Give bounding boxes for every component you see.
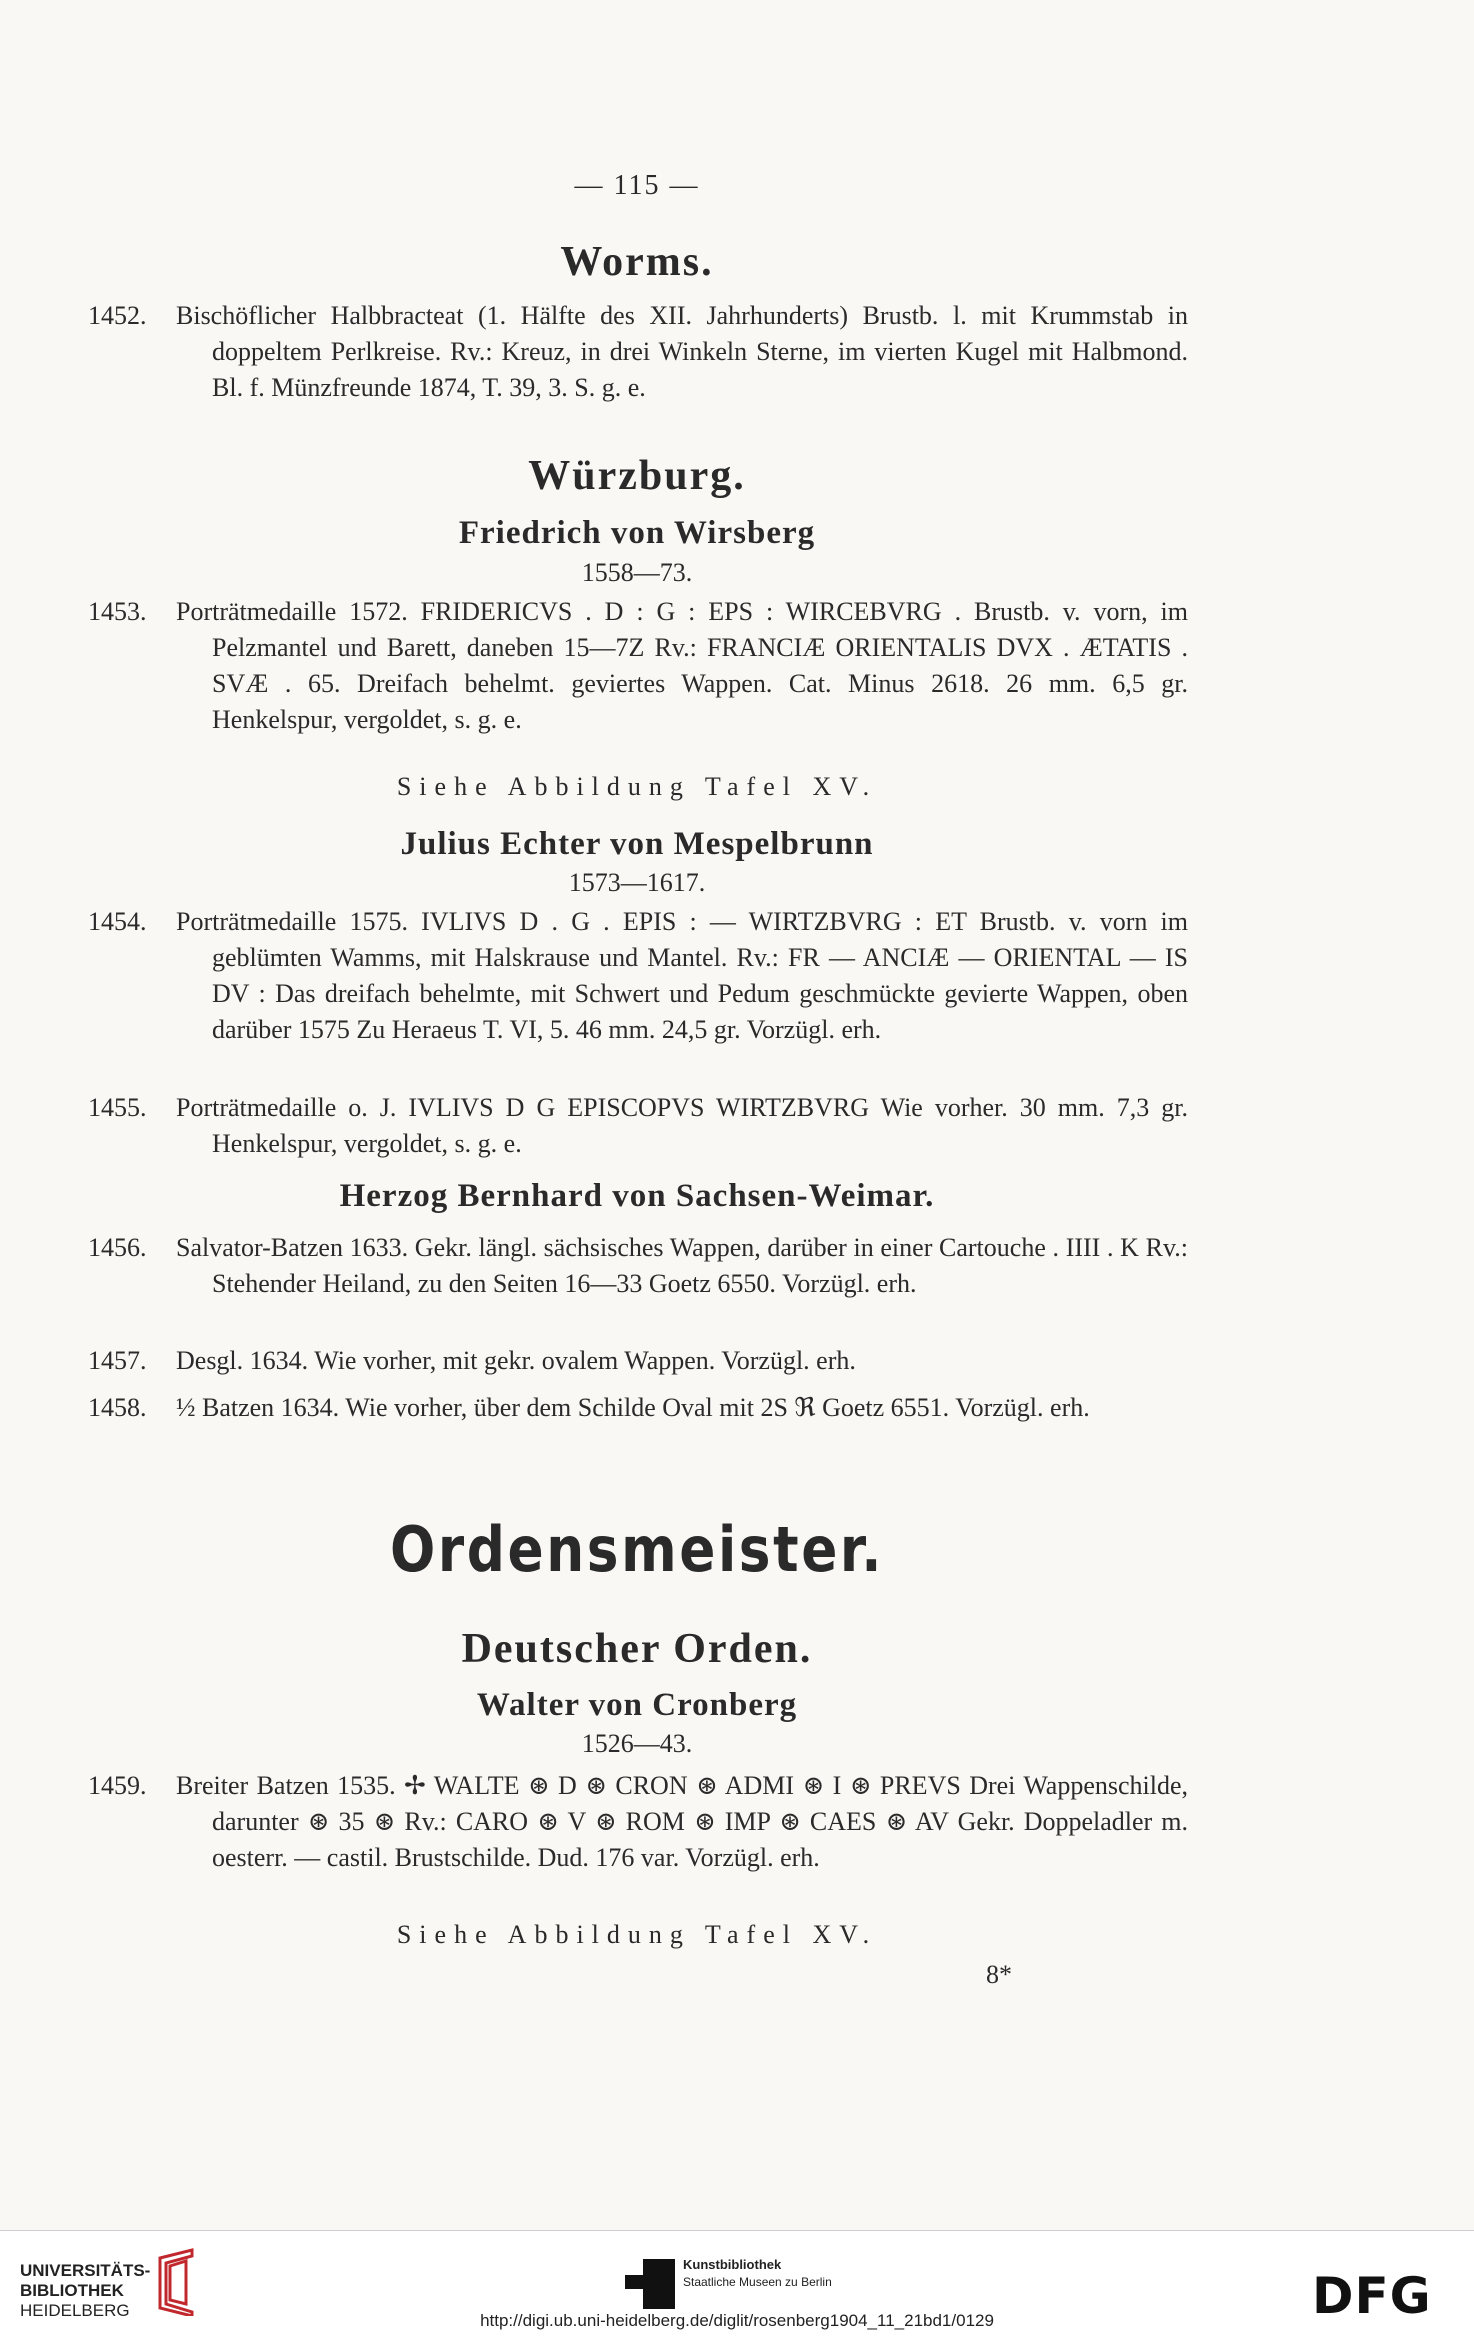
ub-logo-line3: HEIDELBERG — [20, 2301, 130, 2320]
heading-ordensmeister: Ordensmeister. — [389, 1513, 885, 1586]
kb-line1: Kunstbibliothek — [683, 2257, 782, 2272]
figure-reference: Siehe Abbildung Tafel XV. — [396, 772, 878, 801]
entry-number: 1459. — [88, 1771, 147, 1800]
heading-worms: Worms. — [560, 239, 714, 285]
entry-1454 — [88, 904, 1188, 1048]
ub-logo-icon — [150, 2246, 202, 2316]
entry-text: Porträtmedaille o. J. IVLIVS D G EPISCOPVS WIRTZBVRG Wie vorher. 30 mm. 7,3 gr. Henkelspur, vergoldet, s. g. e. — [176, 1093, 1188, 1158]
dfg-logo[interactable]: DFG — [1312, 2267, 1432, 2325]
years-julius: 1573—1617. — [568, 868, 706, 897]
years-friedrich: 1558—73. — [581, 558, 693, 587]
entry-number: 1458. — [88, 1393, 147, 1422]
entry-text: ½ Batzen 1634. Wie vorher, über dem Schilde Oval mit 2S ℜ Goetz 6551. Vorzügl. erh. — [176, 1393, 1090, 1422]
kb-line2: Staatliche Museen zu Berlin — [683, 2275, 832, 2289]
heading-wuerzburg: Würzburg. — [528, 453, 746, 499]
entry-number: 1452. — [88, 301, 147, 330]
kunstbibliothek-icon — [625, 2259, 675, 2309]
entry-number: 1457. — [88, 1346, 147, 1375]
entry-1456 — [88, 1230, 1188, 1302]
entry-text: Porträtmedaille 1575. IVLIVS D . G . EPIS : — WIRTZBVRG : ET Brustb. v. vorn im geblümten Wamms, mit Halskrause und Mantel. Rv.: FR — ANCIÆ — ORIENTAL — IS DV : Das dreifach behelmte, mit Schwert und Pedum geschmückte gevierte Wappen, oben darüber 1575 Zu Heraeus T. VI, 5. 46 mm. 24,5 gr. Vorzügl. erh. — [176, 907, 1188, 1044]
entry-number: 1453. — [88, 597, 147, 626]
entry-text: Breiter Batzen 1535. ✢ WALTE ⊛ D ⊛ CRON ⊛ ADMI ⊛ I ⊛ PREVS Drei Wappenschilde, darunter ⊛ 35 ⊛ Rv.: CARO ⊛ V ⊛ ROM ⊛ IMP ⊛ CAES ⊛ AV Gekr. Doppeladler m. oesterr. — castil. Brustschilde. Dud. 176 var. Vorzügl. erh. — [176, 1771, 1188, 1872]
ub-logo-line1: UNIVERSITÄTS- — [20, 2261, 151, 2280]
entry-text: Porträtmedaille 1572. FRIDERICVS . D : G : EPS : WIRCEBVRG . Brustb. v. vorn, im Pelzmantel und Barett, daneben 15—7Z Rv.: FRANCIÆ ORIENTALIS DVX . ÆTATIS . SVÆ . 65. Dreifach behelmt. geviertes Wappen. Cat. Minus 2618. 26 mm. 6,5 gr. Henkelspur, vergoldet, s. g. e. — [176, 597, 1188, 734]
heading-walter: Walter von Cronberg — [476, 1687, 798, 1723]
entry-1453 — [88, 594, 1188, 738]
heading-friedrich: Friedrich von Wirsberg — [458, 515, 816, 551]
entry-number: 1455. — [88, 1093, 147, 1122]
figure-reference: Siehe Abbildung Tafel XV. — [396, 1920, 878, 1949]
entry-1458 — [88, 1390, 1188, 1426]
entry-1459 — [88, 1768, 1188, 1876]
entry-text: Bischöflicher Halbbracteat (1. Hälfte des XII. Jahrhunderts) Brustb. l. mit Krummstab in doppeltem Perlkreise. Rv.: Kreuz, in drei Winkeln Sterne, im vierten Kugel mit Halbmond. Bl. f. Münzfreunde 1874, T. 39, 3. S. g. e. — [176, 301, 1188, 402]
source-url[interactable]: http://digi.ub.uni-heidelberg.de/diglit/rosenberg1904_11_21bd1/0129 — [480, 2311, 994, 2330]
heading-bernhard: Herzog Bernhard von Sachsen-Weimar. — [339, 1178, 935, 1214]
entry-number: 1454. — [88, 907, 147, 936]
page-number: — 115 — — [574, 170, 700, 201]
signature-mark: 8* — [986, 1960, 1012, 1989]
entry-1452 — [88, 298, 1188, 406]
years-walter: 1526—43. — [581, 1729, 693, 1758]
entry-1457 — [88, 1343, 1188, 1379]
heading-deutscher-orden: Deutscher Orden. — [461, 1626, 813, 1672]
heading-julius: Julius Echter von Mespelbrunn — [400, 826, 874, 862]
entry-number: 1456. — [88, 1233, 147, 1262]
entry-text: Desgl. 1634. Wie vorher, mit gekr. ovalem Wappen. Vorzügl. erh. — [176, 1346, 856, 1375]
entry-1455 — [88, 1090, 1188, 1162]
entry-text: Salvator-Batzen 1633. Gekr. längl. sächsisches Wappen, darüber in einer Cartouche . IIII . K Rv.: Stehender Heiland, zu den Seiten 16—33 Goetz 6550. Vorzügl. erh. — [176, 1233, 1188, 1298]
ub-logo-line2: BIBLIOTHEK — [20, 2281, 124, 2300]
